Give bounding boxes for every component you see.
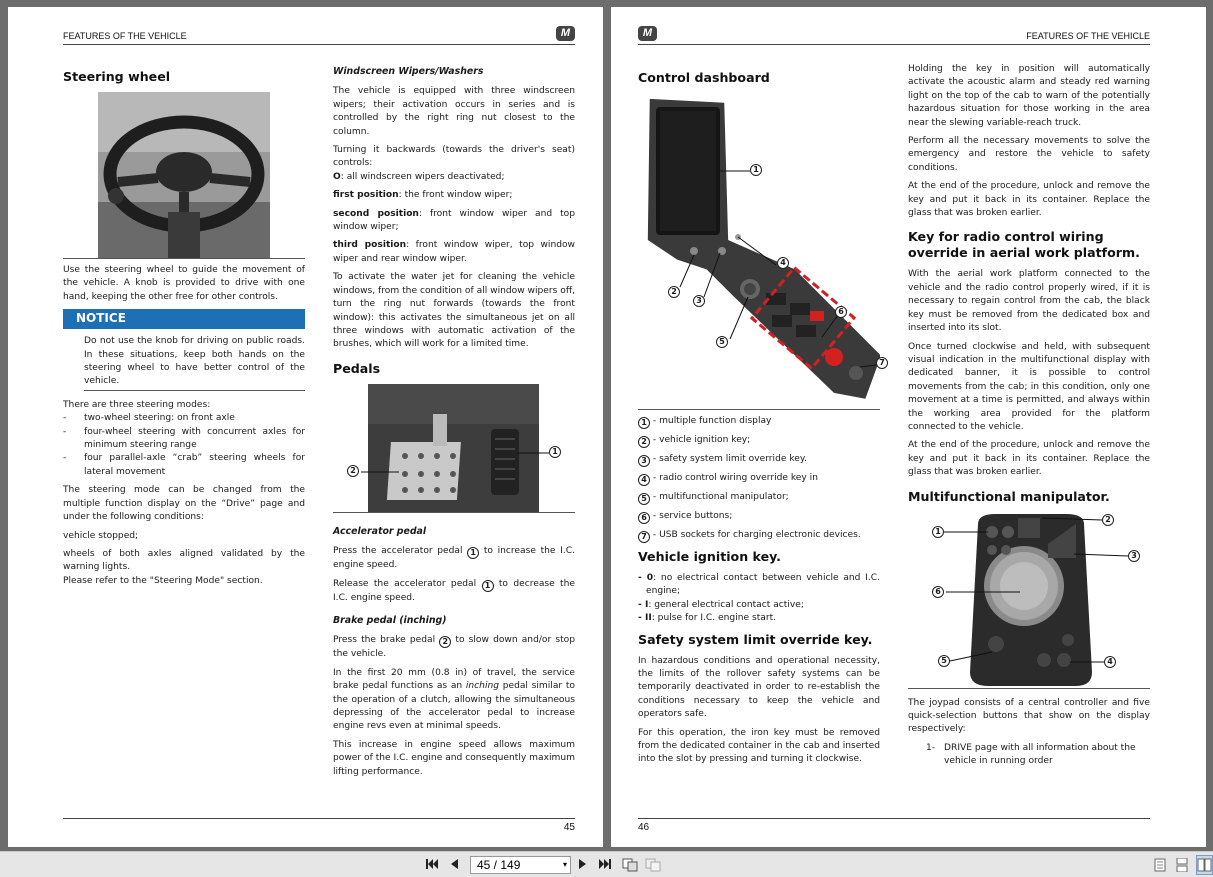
safety-p2: For this operation, the iron key must be removed from the dedicated container in the cab and inserted into the slot by pressing and turning it clockwise. (638, 727, 880, 765)
header-title: FEATURES OF THE VEHICLE (63, 31, 187, 41)
viewer-toolbar (0, 851, 1213, 877)
pedals-title: Pedals (333, 360, 381, 376)
brake-p1: Press the brake pedal 2 to slow down and/or stop the vehicle. (333, 635, 575, 660)
wipers-p2: Turning it backwards (towards the driver's seat) controls: (333, 145, 575, 169)
condition-stopped: vehicle stopped; (63, 530, 139, 541)
wiper-first: first position: the front window wiper; (333, 190, 513, 201)
right-column-2 (908, 63, 1150, 774)
steering-title: Steering wheel (63, 69, 171, 84)
previous-page-icon[interactable] (449, 858, 459, 872)
pedals-photo (333, 384, 575, 512)
dashboard-callout-3: 3 (693, 295, 705, 307)
right-column-1 (638, 64, 885, 772)
wipers-title: Windscreen Wipers/Washers (333, 66, 484, 77)
radio-p2: Once turned clockwise and held, with subsequent visual indication in the multifunctional display with dedicated banner, it is possible to control movements from the cab; in this condition, only one movement at a time is permitted, and always within the working area provided for the platform connected to the vehicle. (908, 341, 1150, 432)
facing-pages-view-icon[interactable] (1196, 855, 1213, 875)
radio-p3: At the end of the procedure, unlock and remove the key and put it back in its container. Replace the glass that was broken earlier. (908, 440, 1150, 478)
page-46 (611, 7, 1206, 847)
ignition-0: - 0: no electrical contact between vehicle and I.C. engine; (638, 573, 880, 597)
page-45 (8, 7, 603, 847)
list-item: - two-wheel steering: on front axle (63, 412, 305, 425)
ignition-2: - II: pulse for I.C. engine start. (638, 613, 777, 624)
copy-page-icon[interactable] (622, 858, 638, 872)
steering-wheel-photo (98, 92, 270, 258)
wiper-third: third position: front window wiper, top window wiper and rear window wiper. (333, 240, 575, 264)
single-page-view-icon[interactable] (1154, 858, 1166, 872)
notice-text: Do not use the knob for driving on public roads. In these situations, keep both hands on the steering wheel to have better control of the vehicle. (84, 335, 305, 391)
legend-item: 4 - radio control wiring override key in (638, 472, 880, 486)
left-column-1 (63, 63, 305, 593)
ignition-title: Vehicle ignition key. (638, 549, 781, 564)
brake-p3: This increase in engine speed allows maximum power of the I.C. engine and consequently maximum lifting performance. (333, 739, 575, 777)
left-column-2 (333, 63, 575, 784)
header-title: FEATURES OF THE VEHICLE (1026, 31, 1150, 41)
ignition-1: - I: general electrical contact active; (638, 599, 804, 610)
list-item: - four parallel-axle “crab” steering wheels for lateral movement (63, 452, 305, 479)
paste-page-icon[interactable] (645, 858, 661, 872)
list-item: - four-wheel steering with concurrent axles for minimum steering range (63, 426, 305, 453)
page-footer (638, 818, 1150, 838)
hold-p2: Perform all the necessary movements to solve the emergency and restore the vehicle to safety conditions. (908, 136, 1150, 173)
page-number: 45 (563, 822, 575, 833)
continuous-view-icon[interactable] (1176, 858, 1188, 872)
manipulator-title: Multifunctional manipulator. (908, 488, 1110, 504)
safety-p1: In hazardous conditions and operational necessity, the limits of the rollover safety systems can be temporarily deactivated in order to re-establish the conditions necessary to keep the vehicle and operators safe. (638, 655, 880, 720)
joypad-p1: The joypad consists of a central controller and five quick-selection buttons that show on the display respectively: (908, 697, 1150, 735)
legend-item: 2 - vehicle ignition key; (638, 434, 880, 448)
safety-title: Safety system limit override key. (638, 631, 873, 647)
legend-item: 3 - safety system limit override key. (638, 453, 880, 467)
dashboard-legend (638, 415, 880, 543)
dashboard-callout-6: 6 (835, 306, 847, 318)
page-number-input[interactable]: 45 / 149 ▾ (470, 856, 571, 874)
radio-p1: With the aerial work platform connected to the vehicle and the radio control properly wired, if it is necessary to regain control from the cab, the black key must be removed from the dedicated box and inserted into its slot. (908, 269, 1150, 334)
next-page-icon[interactable] (578, 858, 588, 872)
manipulator-callout-5: 5 (938, 655, 950, 667)
first-page-icon[interactable] (425, 858, 439, 872)
pedal-callout-1: 1 (549, 446, 561, 458)
dashboard-callout-4: 4 (777, 257, 789, 269)
wiper-second: second position: front window wiper and top window wiper; (333, 208, 576, 233)
manipulator-callout-4: 4 (1104, 656, 1116, 668)
legend-item: 7 - USB sockets for charging electronic devices. (638, 529, 880, 543)
brake-p2: In the first 20 mm (0.8 in) of travel, the service brake pedal functions as an inching pedal similar to the operation of a clutch, allowing the simultaneous depressing of the accelerator pedal to increase engine revs even at minimal speeds. (333, 667, 575, 732)
last-page-icon[interactable] (598, 858, 612, 872)
pedal-callout-2: 2 (347, 465, 359, 477)
mode-change-text: The steering mode can be changed from the multiple function display on the “Drive” page and under the following conditions: (63, 485, 305, 523)
dashboard-callout-1: 1 (750, 164, 762, 176)
accelerator-title: Accelerator pedal (333, 525, 427, 537)
dashboard-title: Control dashboard (638, 70, 770, 85)
legend-item: 1 - multiple function display (638, 415, 880, 429)
manipulator-callout-1: 1 (932, 526, 944, 538)
joypad-item: 1- DRIVE page with all information about the vehicle in running order (926, 742, 1136, 767)
condition-aligned: wheels of both axles aligned validated by the warning lights. (63, 548, 305, 573)
legend-item: 6 - service buttons; (638, 510, 880, 524)
steering-intro: Use the steering wheel to guide the movement of the vehicle. A knob is provided to drive with one hand, keeping the other free for other controls. (63, 265, 305, 302)
page-number: 46 (638, 822, 650, 833)
hold-p1: Holding the key in position will automatically activate the acoustic alarm and steady red warning light on the top of the cab to warn of the potentially hazardous situation for those working in the area near the slewing variable-reach truck. (908, 64, 1150, 128)
modes-intro: There are three steering modes: (63, 399, 211, 410)
refer-text: Please refer to the "Steering Mode" section. (63, 575, 263, 586)
page-header (638, 25, 1150, 45)
brand-logo: M (556, 26, 575, 41)
manipulator-callout-6: 6 (932, 586, 944, 598)
manipulator-callout-2: 2 (1102, 514, 1114, 526)
chevron-down-icon[interactable]: ▾ (562, 860, 567, 869)
dashboard-callout-7: 7 (876, 357, 888, 369)
page-header (63, 25, 575, 45)
notice-banner: NOTICE (63, 309, 305, 329)
legend-item: 5 - multifunctional manipulator; (638, 491, 880, 505)
page-footer (63, 818, 575, 838)
control-dashboard-image (638, 93, 885, 409)
dashboard-callout-5: 5 (716, 336, 728, 348)
steering-modes-list (63, 412, 305, 479)
accel-p1: Press the accelerator pedal 1 to increase the I.C. engine speed. (333, 546, 575, 571)
radio-title: Key for radio control wiring override in aerial work platform. (908, 229, 1140, 261)
brake-title: Brake pedal (inching) (333, 614, 447, 626)
wiper-o: O: all windscreen wipers deactivated; (333, 171, 505, 182)
manipulator-image (908, 512, 1150, 688)
wipers-p1: The vehicle is equipped with three windscreen wipers; their activation occurs in series and is controlled by the right ring nut closest to the column. (333, 86, 575, 137)
wipers-p3: To activate the water jet for cleaning the vehicle windows, from the condition of all window wipers off, turn the ring nut forwards (towards the front window): this activates the simultaneous jet on all three windows with automatic activation of the brushes, which will work for a limited time. (333, 272, 575, 350)
accel-p2: Release the accelerator pedal 1 to decrease the I.C. engine speed. (333, 578, 575, 603)
hold-p3: At the end of the procedure, unlock and remove the key and put it back in its container. Replace the glass that was broken earlier. (908, 181, 1150, 219)
dashboard-callout-2: 2 (668, 286, 680, 298)
manipulator-callout-3: 3 (1128, 550, 1140, 562)
brand-logo: M (638, 26, 657, 41)
